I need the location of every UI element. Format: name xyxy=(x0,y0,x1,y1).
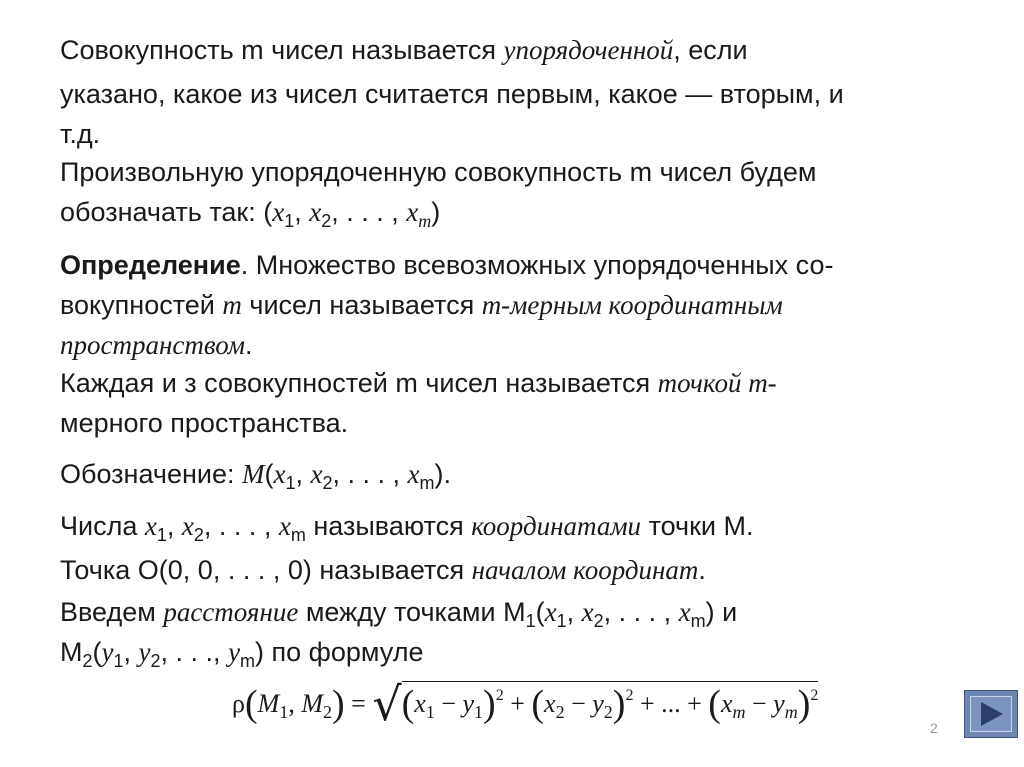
sub: 2 xyxy=(82,651,93,671)
sub: 1 xyxy=(156,525,167,545)
sub: 2 xyxy=(321,211,332,231)
sub: 2 xyxy=(150,651,161,671)
text: , xyxy=(603,597,619,627)
var-x: x xyxy=(310,459,323,489)
sub: m xyxy=(784,702,798,722)
var-x: x xyxy=(309,197,322,227)
text: , xyxy=(166,511,182,541)
var-M: M xyxy=(257,689,280,718)
sup: 2 xyxy=(810,687,819,704)
text: между точками M xyxy=(298,597,526,627)
var-x: x xyxy=(544,689,556,718)
para2-line1: Произвольную упорядоченную совокупность m чисел будем xyxy=(60,157,817,187)
var-x: x xyxy=(278,511,291,541)
text: ). xyxy=(434,459,452,489)
plus: + xyxy=(503,689,532,718)
text: Обозначение: xyxy=(60,459,242,489)
rho-symbol: ρ xyxy=(232,689,245,718)
para3-line2: мерного пространства. xyxy=(60,408,349,438)
term-origin: началом координат xyxy=(471,555,699,585)
definition-line1 xyxy=(60,245,833,285)
text: ) xyxy=(431,197,441,227)
text: точки M. xyxy=(641,511,754,541)
var-y: y xyxy=(228,637,241,667)
sub: m xyxy=(690,611,706,631)
text: . . . , xyxy=(218,511,279,541)
radicand xyxy=(402,681,819,724)
minus: − xyxy=(745,689,774,718)
next-slide-button[interactable] xyxy=(964,690,1018,738)
text: , xyxy=(295,459,311,489)
paren: ) xyxy=(797,683,811,725)
plus: + xyxy=(633,689,662,718)
var-x: x xyxy=(581,597,594,627)
para2-line2 xyxy=(60,192,440,232)
definition-line2 xyxy=(60,285,783,325)
text: ( xyxy=(264,459,274,489)
text: ) и xyxy=(705,597,738,627)
text: Совокупность m чисел называется xyxy=(60,35,504,65)
para1-line1 xyxy=(60,30,748,70)
text: чисел называется xyxy=(241,290,482,320)
sub: 1 xyxy=(525,611,536,631)
equals: = xyxy=(344,689,373,718)
sub: 1 xyxy=(474,702,484,722)
term-space: m-мерным координатным xyxy=(481,290,783,320)
text: , xyxy=(123,637,139,667)
sub: 1 xyxy=(113,651,124,671)
plus: + xyxy=(680,689,709,718)
text: . Множество всевозможных упорядоченных со- xyxy=(240,250,834,280)
var-y: y xyxy=(101,637,114,667)
sub: m xyxy=(732,702,746,722)
text: . . ., xyxy=(175,637,229,667)
sub: 2 xyxy=(603,702,613,722)
text: . xyxy=(698,555,706,585)
var-x: x xyxy=(181,511,194,541)
text: обозначать так: ( xyxy=(60,197,273,227)
sub: m xyxy=(419,473,435,493)
sub: 2 xyxy=(322,702,332,722)
sqrt-icon: √ xyxy=(372,677,402,731)
text: , xyxy=(203,511,219,541)
text: M xyxy=(60,637,83,667)
var-x: x xyxy=(544,597,557,627)
var-x: x xyxy=(406,197,419,227)
ellipsis: ... xyxy=(661,689,681,718)
term-distance: расстояние xyxy=(163,597,299,627)
distance-line1 xyxy=(60,592,737,632)
sub: m xyxy=(240,651,256,671)
var-y: y xyxy=(138,637,151,667)
text: . xyxy=(244,330,253,360)
definition-line3 xyxy=(60,325,252,365)
text: ( xyxy=(535,597,545,627)
para1-line3: т.д. xyxy=(60,119,101,149)
term-point: точкой m- xyxy=(657,368,777,398)
var-x: x xyxy=(407,459,420,489)
sub: 2 xyxy=(193,525,204,545)
distance-formula xyxy=(232,677,819,731)
paren: ) xyxy=(612,683,626,725)
para1-line2: указано, какое из чисел считается первым, какое — вторым, и xyxy=(60,79,844,109)
text: . . . , xyxy=(346,197,407,227)
sup: 2 xyxy=(495,687,504,704)
var-y: y xyxy=(773,689,785,718)
minus: − xyxy=(564,689,593,718)
text: ( xyxy=(92,637,102,667)
text: , xyxy=(294,197,310,227)
notation-line xyxy=(60,454,451,494)
var-m: m xyxy=(222,290,242,320)
var-y: y xyxy=(592,689,604,718)
sup: 2 xyxy=(625,687,634,704)
paren: ( xyxy=(531,683,545,725)
text: вокупностей xyxy=(60,290,223,320)
para3-line1 xyxy=(60,363,777,403)
var-x: x xyxy=(720,689,733,718)
next-button-face xyxy=(970,696,1012,732)
text: . . . , xyxy=(347,459,408,489)
text: , xyxy=(331,197,347,227)
sub: 1 xyxy=(425,702,435,722)
sub: 1 xyxy=(284,211,295,231)
sub: m xyxy=(418,211,432,231)
term-ordered: упорядоченной xyxy=(503,35,674,65)
sub: 1 xyxy=(279,702,289,722)
var-x: x xyxy=(414,689,426,718)
sub: 1 xyxy=(556,611,567,631)
coords-line xyxy=(60,506,754,546)
text: , xyxy=(288,689,302,718)
term-coordinates: координатами xyxy=(471,511,642,541)
page-number: 2 xyxy=(930,720,938,736)
text: , xyxy=(160,637,176,667)
text: Числа xyxy=(60,511,145,541)
sub: 2 xyxy=(322,473,333,493)
text: ) по формуле xyxy=(255,637,424,667)
triangle-right-icon xyxy=(971,697,1011,731)
paren: ( xyxy=(401,683,415,725)
term-space: пространством xyxy=(60,330,245,360)
var-y: y xyxy=(462,689,475,718)
text: Точка O(0, 0, . . . , 0) называется xyxy=(60,555,472,585)
text: называются xyxy=(305,511,472,541)
sub: m xyxy=(290,525,306,545)
text: , xyxy=(566,597,582,627)
paren: ( xyxy=(244,683,258,725)
text: , если xyxy=(673,35,748,65)
sub: 1 xyxy=(285,473,296,493)
text: , xyxy=(332,459,348,489)
paren: ) xyxy=(331,683,345,725)
definition-label: Определение xyxy=(60,250,241,280)
var-x: x xyxy=(678,597,691,627)
minus: − xyxy=(434,689,463,718)
text: Введем xyxy=(60,597,164,627)
var-x: x xyxy=(144,511,157,541)
paren: ) xyxy=(483,683,496,725)
sub: 2 xyxy=(555,702,565,722)
text: Каждая и з совокупностей m чисел называется xyxy=(60,368,658,398)
origin-line xyxy=(60,550,706,590)
distance-line2 xyxy=(60,632,423,672)
var-x: x xyxy=(273,459,286,489)
var-x: x xyxy=(272,197,285,227)
var-M: M xyxy=(242,459,265,489)
var-M: M xyxy=(301,689,323,718)
text: . . . , xyxy=(618,597,679,627)
paren: ( xyxy=(708,683,721,725)
sub: 2 xyxy=(593,611,604,631)
